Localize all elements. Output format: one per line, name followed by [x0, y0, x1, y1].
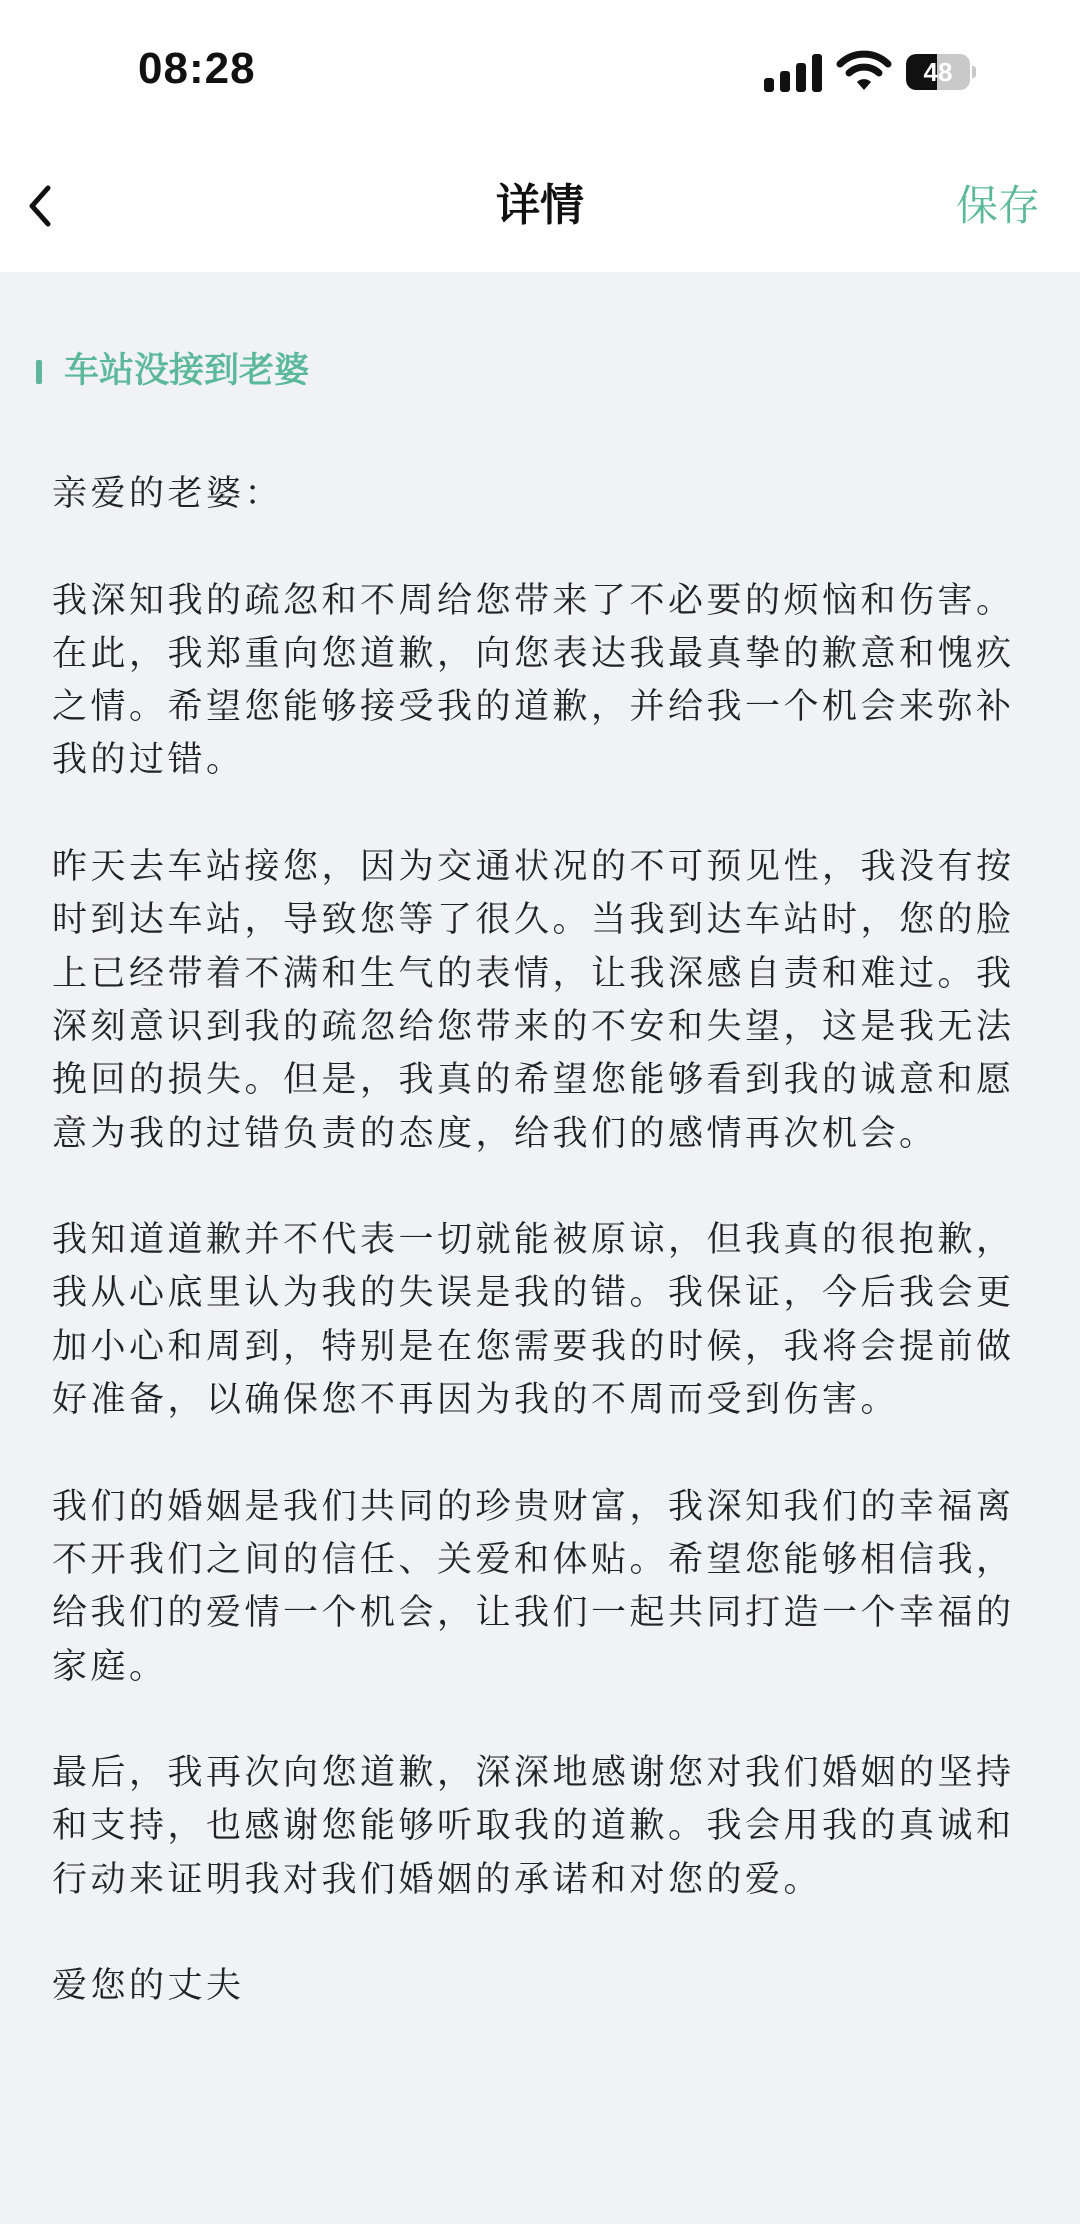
- note-title: 车站没接到老婆: [64, 351, 310, 391]
- battery-tip: [972, 66, 976, 78]
- note-content: [0, 272, 1080, 2224]
- status-time: 08:28: [138, 44, 256, 93]
- note-paragraph: 最后，我再次向您道歉，深深地感谢您对我们婚姻的坚持和支持，也感谢您能够听取我的道歉。我会用我的真诚和行动来证明我对我们婚姻的承诺和对您的爱。: [52, 1753, 1015, 1900]
- battery-icon: [906, 54, 976, 90]
- note-paragraph: 我深知我的疏忽和不周给您带来了不必要的烦恼和伤害。在此，我郑重向您道歉，向您表达我最真挚的歉意和愧疚之情。希望您能够接受我的道歉，并给我一个机会来弥补我的过错。: [52, 580, 1015, 781]
- save-button[interactable]: 保存: [955, 181, 1040, 230]
- note-paragraph: 昨天去车站接您，因为交通状况的不可预见性，我没有按时到达车站，导致您等了很久。当我到达车站时，您的脸上已经带着不满和生气的表情，让我深感自责和难过。我深刻意识到我的疏忽给您带来的不安和失望，这是我无法挽回的损失。但是，我真的希望您能够看到我的诚意和愿意为我的过错负责的态度，给我们的感情再次机会。: [52, 847, 1015, 1154]
- battery-level: 48: [923, 57, 953, 87]
- status-bar: [0, 0, 1080, 140]
- note-paragraph: 我们的婚姻是我们共同的珍贵财富，我深知我们的幸福离不开我们之间的信任、关爱和体贴。希望您能够相信我，给我们的爱情一个机会，让我们一起共同打造一个幸福的家庭。: [52, 1486, 1015, 1687]
- page-title: 详情: [496, 180, 584, 231]
- heading-accent-bar: [36, 360, 42, 384]
- nav-bar: [0, 140, 1080, 272]
- note-paragraph: 我知道道歉并不代表一切就能被原谅，但我真的很抱歉，我从心底里认为我的失误是我的错。我保证，今后我会更加小心和周到，特别是在您需要我的时候，我将会提前做好准备，以确保您不再因为我的不周而受到伤害。: [52, 1220, 1015, 1421]
- note-signature: 爱您的丈夫: [52, 1966, 245, 2007]
- signal-icon: [764, 52, 824, 94]
- note-body[interactable]: [52, 468, 1018, 2014]
- wifi-icon: [836, 50, 892, 92]
- battery-body: [906, 54, 970, 90]
- note-paragraph: 亲爱的老婆：: [52, 474, 284, 514]
